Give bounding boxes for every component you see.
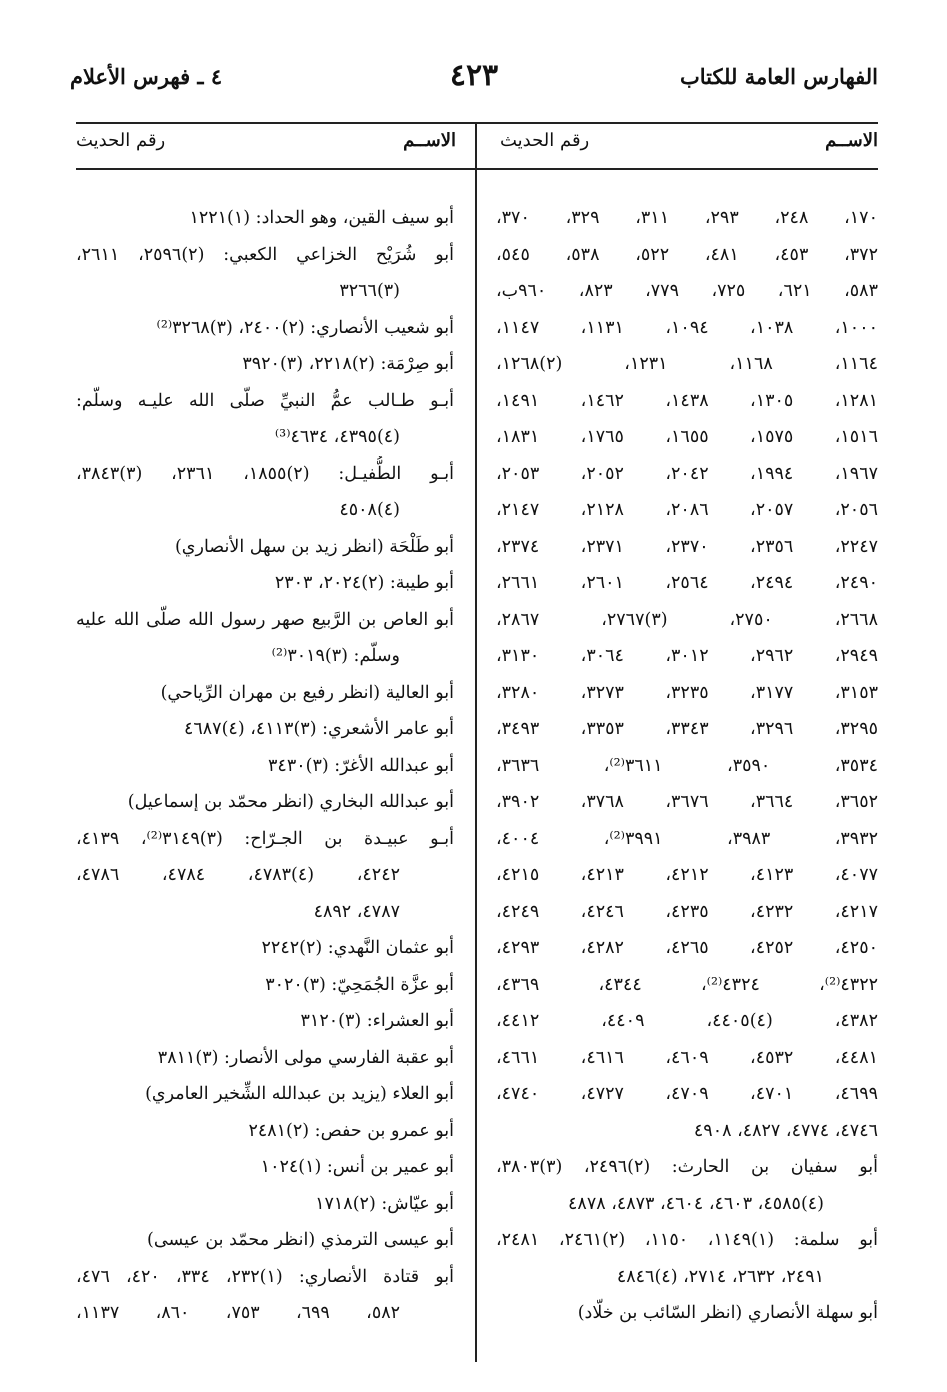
index-line: (٤)٤٥٨٥، ٤٦٠٣، ٤٦٠٤، ٤٨٧٣، ٤٨٧٨ — [568, 1193, 824, 1214]
index-line: ١٧٠، ٢٤٨، ٢٩٣، ٣١١، ٣٢٩، ٣٧٠، — [496, 208, 878, 228]
index-entry: أبو العاص بن الرَّبيع صهر رسول الله صلّى الله عليه — [76, 609, 454, 630]
index-entry: أبو عمرو بن حفص: (٢)٢٤٨١ — [248, 1120, 454, 1141]
index-entry: أبو العالية (انظر رفيع بن مهران الرِّياحي) — [160, 682, 454, 703]
index-line: ١٢٨١، ١٣٠٥، ١٤٣٨، ١٤٦٢، ١٤٩١، — [496, 390, 878, 411]
index-line: ٢٦٦٨، ٢٧٥٠، (٣)٢٧٦٧، ٢٨٦٧، — [496, 609, 878, 630]
index-line: وسلّم: (٣)٣٠١٩⁽²⁾ — [271, 646, 400, 666]
index-line: ٣٩٣٢، ٣٩٨٣، ٣٩٩١⁽²⁾، ٤٠٠٤، — [496, 828, 878, 849]
column-header-rule — [76, 168, 878, 170]
index-entry: أبو عيّاش: (٢)١٧١٨ — [315, 1193, 454, 1214]
running-title-names-index: ٤ ـ فهرس الأعلام — [70, 64, 223, 89]
index-line: ٤٧٨٧، ٤٨٩٢ — [313, 901, 400, 922]
left-column-header — [76, 130, 456, 162]
index-entry: أبو سهلة الأنصاري (انظر السّائب بن خلّاد) — [577, 1303, 878, 1323]
index-line: ٣٦٥٢، ٣٦٦٤، ٣٦٧٦، ٣٧٦٨، ٣٩٠٢، — [496, 792, 878, 812]
index-line: ٤٢٤٢، (٤)٤٧٨٣، ٤٧٨٤، ٤٧٨٦، — [76, 865, 400, 885]
index-entry: أبو صِرْمَة: (٢)٢٢١٨، (٣)٣٩٢٠ — [242, 354, 454, 374]
hadith-number-column-heading: رقم الحديث — [500, 130, 590, 151]
index-entry: أبو سفيان بن الحارث: (٢)٢٤٩٦، (٣)٣٨٠٣، — [496, 1157, 878, 1177]
index-entry: أبو عقبة الفارسي مولى الأنصار: (٣)٣٨١١ — [157, 1047, 454, 1068]
index-line: ٤٧٤٦، ٤٧٧٤، ٤٨٢٧، ٤٩٠٨ — [693, 1120, 878, 1141]
index-line: (٤)٤٥٠٨ — [339, 500, 400, 520]
index-line: ٤٠٧٧، ٤١٢٣، ٤٢١٢، ٤٢١٣، ٤٢١٥، — [496, 865, 878, 885]
index-line: ٤٢١٧، ٤٢٣٢، ٤٢٣٥، ٤٢٤٦، ٤٢٤٩، — [496, 901, 878, 922]
hadith-number-column-heading: رقم الحديث — [76, 130, 166, 151]
index-line: ١١٦٤، ١١٦٨، ١٢٣١، (٢)١٢٦٨، — [496, 354, 878, 374]
index-line: (٣)٣٢٦٦ — [339, 281, 400, 301]
right-index-column — [496, 200, 878, 1332]
index-line: ٢٠٥٦، ٢٠٥٧، ٢٠٨٦، ٢١٢٨، ٢١٤٧، — [496, 500, 878, 520]
index-line: ٤٣٢٢⁽²⁾، ٤٣٢٤⁽²⁾، ٤٣٤٤، ٤٣٦٩، — [496, 974, 878, 995]
index-line: ٣٧٢، ٤٥٣، ٤٨١، ٥٢٢، ٥٣٨، ٥٤٥، — [496, 244, 878, 265]
index-entry: أبو عبدالله الأغرّ: (٣)٣٤٣٠ — [268, 755, 454, 776]
index-line: ٣٥٣٤، ٣٥٩٠، ٣٦١١⁽²⁾، ٣٦٣٦، — [496, 755, 878, 776]
index-entry: أبو عامر الأشعري: (٣)٤١١٣، (٤)٤٦٨٧ — [183, 719, 454, 739]
index-line: ١٩٦٧، ١٩٩٤، ٢٠٤٢، ٢٠٥٢، ٢٠٥٣، — [496, 463, 878, 484]
index-entry: أبو العشراء: (٣)٣١٢٠ — [300, 1011, 454, 1031]
index-entry: أبو العلاء (يزيد بن عبدالله الشِّخير العامري) — [145, 1084, 454, 1104]
header-rule — [76, 122, 878, 124]
page-header — [70, 58, 878, 108]
index-entry: أبو طيبة: (٢)٢٠٢٤، ٢٣٠٣ — [274, 573, 454, 593]
index-entry: أبو عمير بن أنس: (١)١٠٢٤ — [260, 1157, 454, 1177]
index-entry: أبو عثمان النَّهدي: (٢)٢٢٤٢ — [261, 938, 454, 958]
left-index-column — [76, 200, 454, 1332]
index-line: ٥٨٣، ٦٢١، ٧٢٥، ٧٧٩، ٨٢٣، ٩٦٠ب، — [496, 281, 878, 301]
column-divider — [475, 122, 477, 1362]
index-line: ٤٤٨١، ٤٥٣٢، ٤٦٠٩، ٤٦١٦، ٤٦٦١، — [496, 1047, 878, 1068]
index-entry: أبو سلمة: (١)١١٤٩، ١١٥٠، (٢)٢٤٦١، ٢٤٨١، — [496, 1230, 878, 1250]
index-entry: أبو طَلْحَة (انظر زيد بن سهل الأنصاري) — [174, 536, 454, 557]
index-entry: أبـو الطُّفيـل: (٢)١٨٥٥، ٢٣٦١، (٣)٣٨٤٣، — [76, 463, 454, 484]
index-line: ٤٣٨٢، (٤)٤٤٠٥، ٤٤٠٩، ٤٤١٢، — [496, 1011, 878, 1031]
page-number: ٤٢٣ — [449, 58, 499, 93]
index-line: ٤٦٩٩، ٤٧٠١، ٤٧٠٩، ٤٧٢٧، ٤٧٤٠، — [496, 1084, 878, 1104]
index-entry: أبو شُرَيْح الخزاعي الكعبي: (٢)٢٥٩٦، ٢٦١١، — [76, 244, 454, 265]
running-title-book-index: الفهارس العامة للكتاب — [679, 64, 878, 89]
index-entry: أبـو عبيـدة بن الجـرّاح: (٣)٣١٤٩⁽²⁾، ٤١٣٩، — [76, 828, 454, 849]
index-entry: أبو شعيب الأنصاري: (٢)٢٤٠٠، (٣)٣٢٦٨⁽²⁾ — [156, 317, 454, 338]
name-column-heading: الاســم — [403, 130, 456, 151]
index-entry: أبو عبدالله البخاري (انظر محمّد بن إسماعيل) — [127, 792, 454, 812]
index-line: (٤)٤٣٩٥، ٤٦٣٤⁽³⁾ — [274, 427, 400, 447]
index-entry: أبو سيف القين، وهو الحداد: (١)١٢٢١ — [189, 208, 454, 228]
index-line: ١٠٠٠، ١٠٣٨، ١٠٩٤، ١١٣١، ١١٤٧، — [496, 317, 878, 338]
index-line: ٢٤٩٠، ٢٤٩٤، ٢٥٦٤، ٢٦٠١، ٢٦٦١، — [496, 573, 878, 593]
index-entry: أبو عيسى الترمذي (انظر محمّد بن عيسى) — [147, 1230, 454, 1250]
index-line: ٣٢٩٥، ٣٢٩٦، ٣٣٤٣، ٣٣٥٣، ٣٤٩٣، — [496, 719, 878, 739]
name-column-heading: الاســم — [825, 130, 878, 151]
index-line: ٢٤٩١، ٢٦٣٢، ٢٧١٤، (٤)٤٨٤٦ — [616, 1266, 824, 1287]
index-line: ٤٢٥٠، ٤٢٥٢، ٤٢٦٥، ٤٢٨٢، ٤٢٩٣، — [496, 938, 878, 958]
index-entry: أبو عزَّة الجُمَحِيّ: (٣)٣٠٢٠ — [265, 974, 454, 995]
index-line: ٥٨٢، ٦٩٩، ٧٥٣، ٨٦٠، ١١٣٧، — [76, 1303, 401, 1323]
index-line: ٢٩٤٩، ٢٩٦٢، ٣٠١٢، ٣٠٦٤، ٣١٣٠، — [496, 646, 878, 666]
index-line: ٢٢٤٧، ٢٣٥٦، ٢٣٧٠، ٢٣٧١، ٢٣٧٤، — [496, 536, 878, 557]
index-line: ٣١٥٣، ٣١٧٧، ٣٢٣٥، ٣٢٧٣، ٣٢٨٠، — [496, 682, 878, 703]
right-column-header — [500, 130, 878, 162]
index-entry: أبـو طـالب عمُّ النبيِّ صلّى الله عليـه وسلّم: — [76, 390, 454, 411]
index-line: ١٥١٦، ١٥٧٥، ١٦٥٥، ١٧٦٥، ١٨٣١، — [496, 427, 878, 447]
index-entry: أبو قتادة الأنصاري: (١)٢٣٢، ٣٣٤، ٤٢٠، ٤٧٦، — [76, 1266, 454, 1287]
